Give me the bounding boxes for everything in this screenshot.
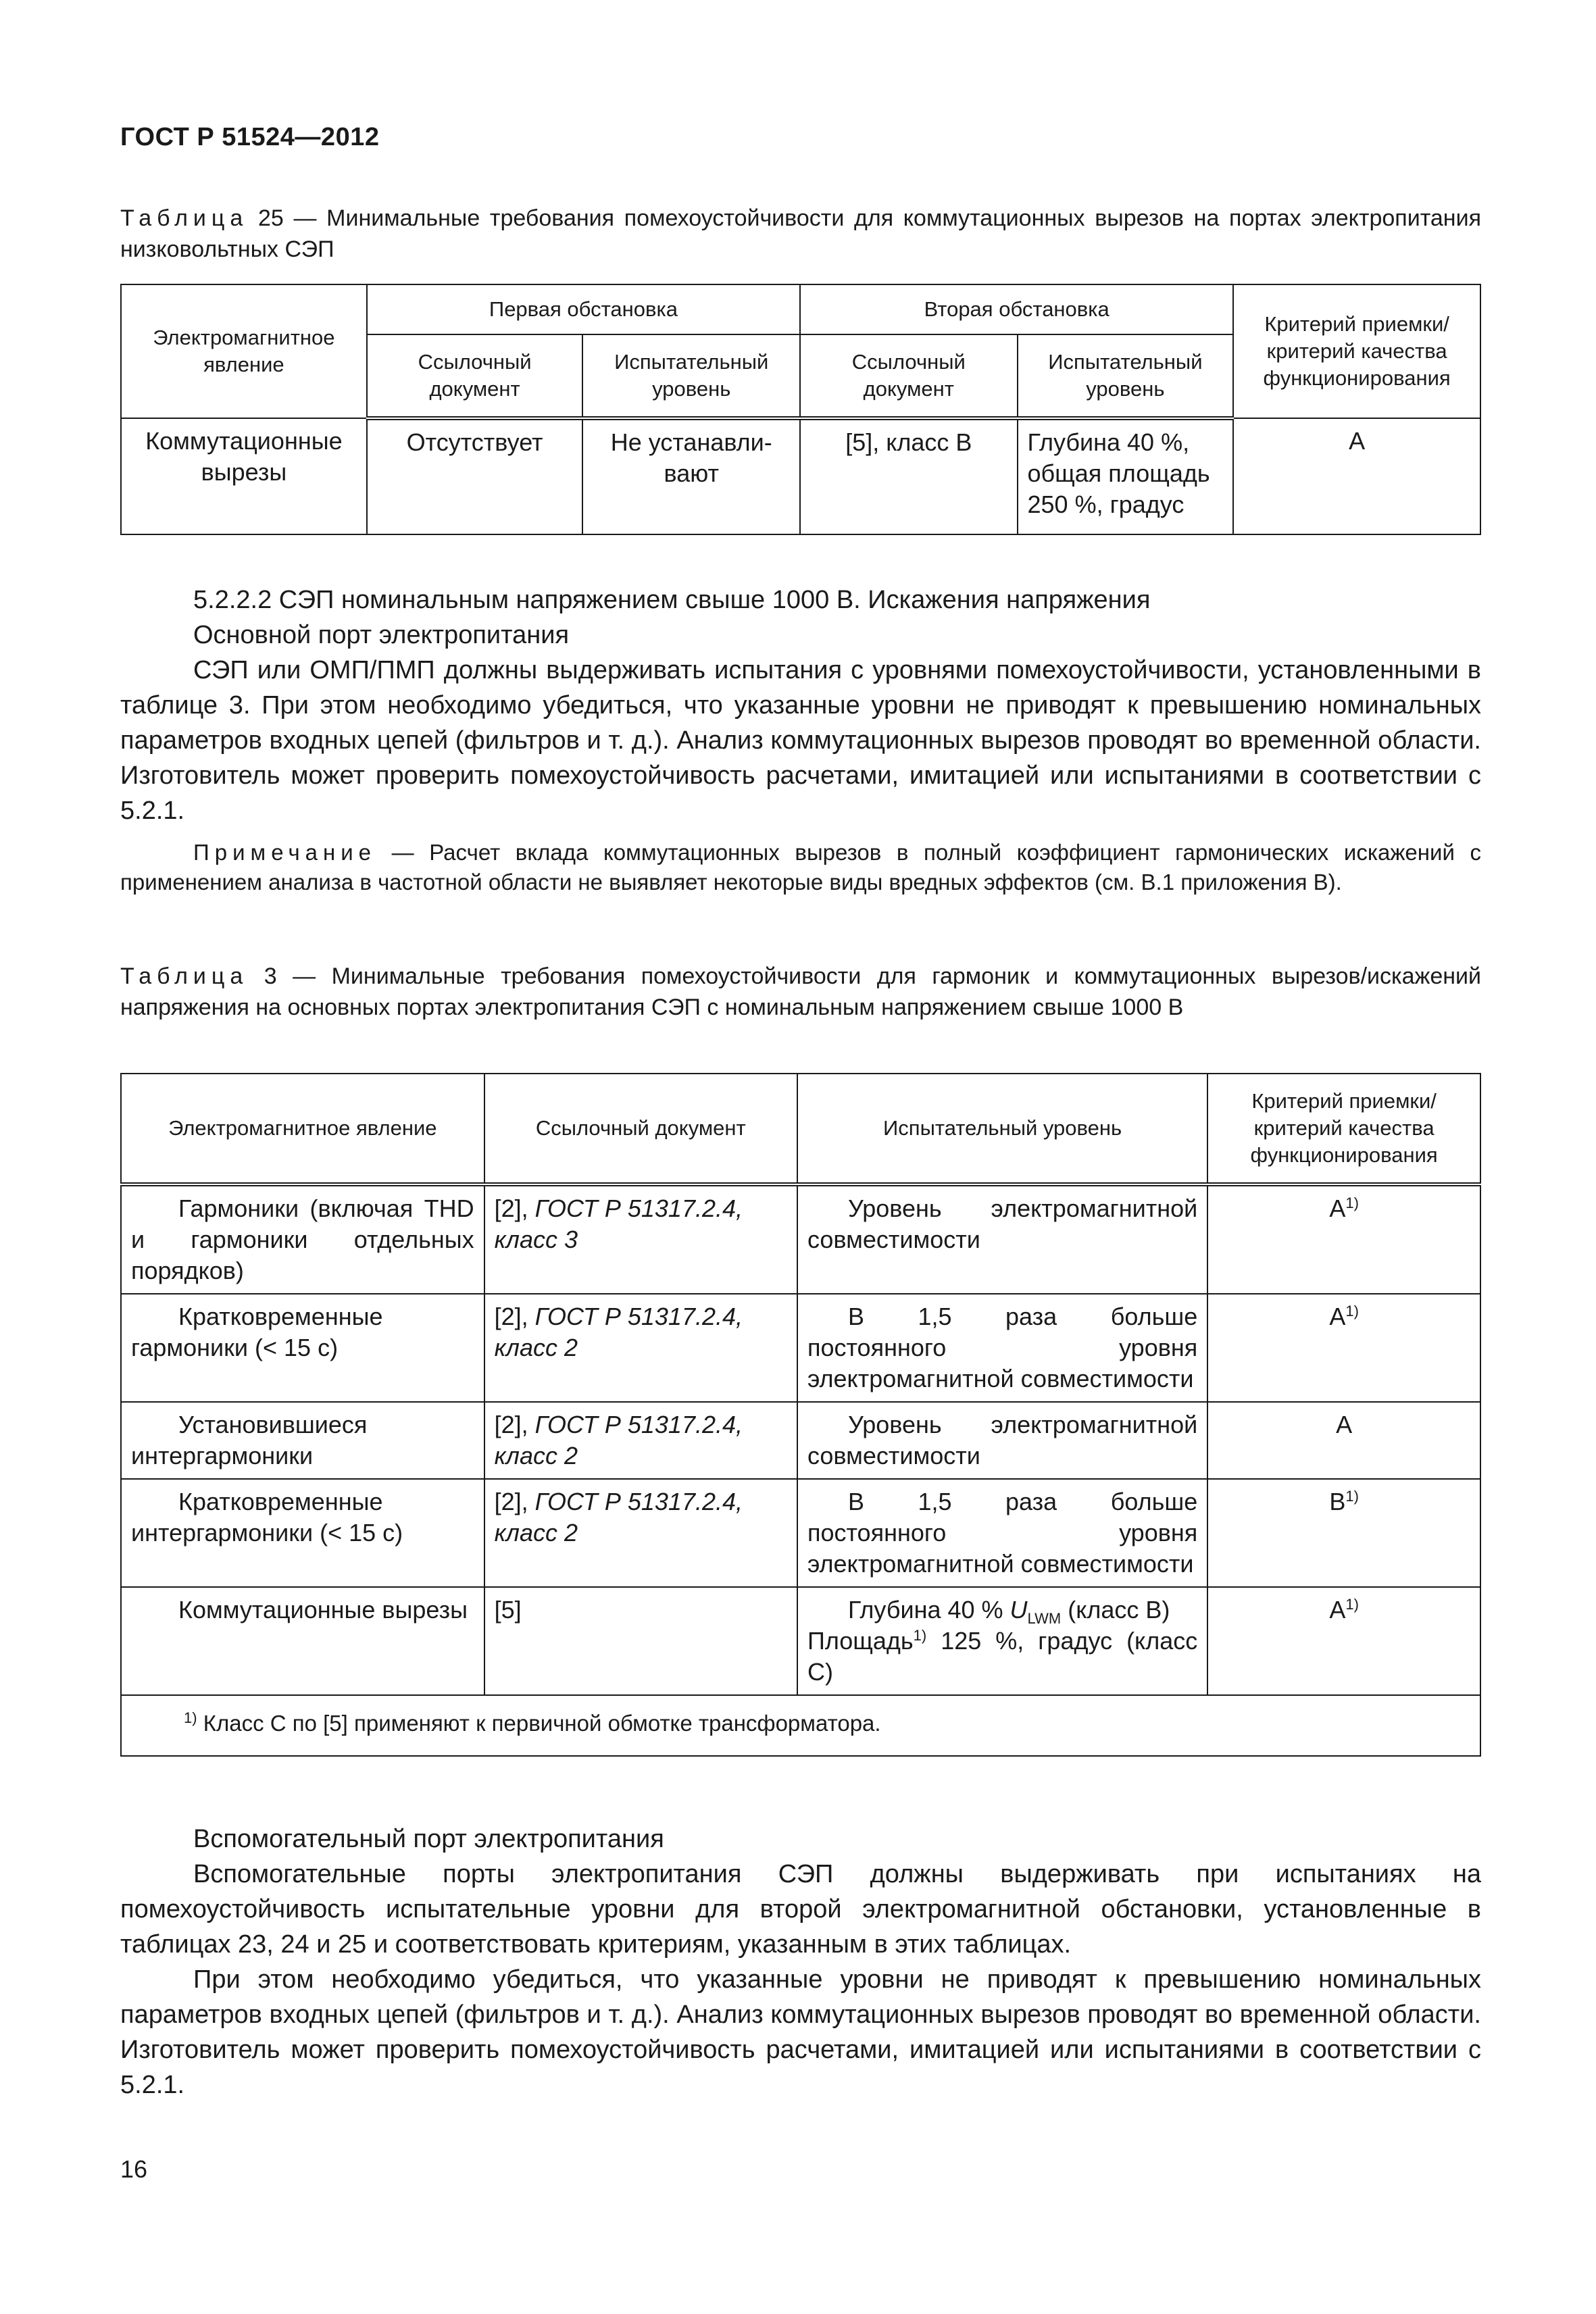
t3-cell-criterion [1207, 1479, 1480, 1587]
t3-cell-ref [484, 1184, 797, 1294]
footnote-ref: 1) [1345, 1488, 1359, 1505]
footnote-text: Класс С по [5] применяют к первичной обмотке трансформатора. [197, 1711, 881, 1736]
t3-cell-level [797, 1587, 1207, 1695]
table3-caption-label: Таблица [120, 963, 249, 989]
t25-cell-env1-level: Не устанавли-вают [582, 418, 800, 534]
t3-cell-criterion [1207, 1402, 1480, 1479]
t3-criterion-value: А [1329, 1303, 1346, 1330]
table-row [121, 1479, 1480, 1587]
t3-cell-phenomenon: Гармоники (включая THD и гармоники отдельных порядков) [121, 1184, 484, 1294]
t3-cell-ref [484, 1294, 797, 1402]
section-subheading: Основной порт электропитания [193, 621, 570, 649]
table-row [121, 1402, 1480, 1479]
t25-head-criterion: Критерий приемки/ критерий качества функционирования [1233, 284, 1480, 418]
table3-caption-text: 3 — Минимальные требования помехоустойчивости для гармоник и коммутационных вырезов/искажений напряжения на основных портах электропитания СЭП с номинальным напряжением свыше 1000 В [120, 963, 1481, 1020]
t3-cell-ref [484, 1402, 797, 1479]
t25-head-test-level-2: Испытательный уровень [1018, 334, 1234, 418]
aux-paragraph-1: Вспомогательные порты электропитания СЭП должны выдерживать при испытаниях на помехоустойчивость испытательные уровни для второй электромагнитной обстановки, установленные в таблицах 23, 24 и 25 и соответствовать критериям, указанным в этих таблицах. [120, 1860, 1481, 1959]
t3-level-class-c: 125 %, градус (класс С) [807, 1627, 1198, 1686]
t3-cell-phenomenon: Кратковременные интергармоники (< 15 с) [121, 1479, 484, 1587]
t3-cell-level: В 1,5 раза больше постоянного уровня электромагнитной совместимости [797, 1294, 1207, 1402]
document-code: ГОСТ Р 51524—2012 [120, 123, 380, 151]
t3-criterion-value: В [1329, 1488, 1346, 1515]
t3-ref-pre: [2], [494, 1194, 535, 1222]
t25-head-test-level-1: Испытательный уровень [582, 334, 800, 418]
note [120, 838, 1481, 897]
t25-head-ref-doc-2: Ссылочный документ [800, 334, 1017, 418]
t3-cell-ref: [5] [484, 1587, 797, 1695]
footnote-mark: 1) [184, 1709, 197, 1726]
t3-level-area: Площадь [807, 1627, 914, 1655]
t3-ref-pre: [2], [494, 1303, 535, 1330]
t3-level-subscript: LWM [1027, 1610, 1062, 1628]
t3-ref-pre: [2], [494, 1488, 535, 1515]
footnote-ref: 1) [913, 1627, 927, 1644]
footnote-ref: 1) [1345, 1596, 1359, 1613]
section-paragraph: СЭП или ОМП/ПМП должны выдерживать испытания с уровнями помехоустойчивости, установленными в таблице 3. При этом необходимо убедиться, что указанные уровни не приводят к превышению номинальных параметров входных цепей (фильтров и т. д.). Анализ коммутационных вырезов проводят во временной области. Изготовитель может проверить помехоустойчивость расчетами, имитацией или испытаниями в соответствии с 5.2.1. [120, 656, 1481, 825]
page-number: 16 [120, 2155, 148, 2183]
t3-criterion-value: А [1329, 1596, 1346, 1624]
table-row [121, 418, 1480, 534]
t3-cell-phenomenon: Коммутационные вырезы [121, 1587, 484, 1695]
t25-head-env1: Первая обстановка [367, 284, 800, 334]
table-25 [120, 284, 1481, 535]
t3-ref-standard: ГОСТ Р 51317.2.4, класс 2 [494, 1411, 743, 1469]
t3-ref-standard: ГОСТ Р 51317.2.4, класс 2 [494, 1303, 743, 1361]
table-row [121, 1294, 1480, 1402]
footnote-ref: 1) [1345, 1303, 1359, 1319]
t3-cell-criterion [1207, 1184, 1480, 1294]
t25-cell-env2-ref: [5], класс В [800, 418, 1017, 534]
t25-cell-env2-level: Глубина 40 %, общая площадь 250 %, градус [1018, 418, 1234, 534]
table25-caption-text: 25 — Минимальные требования помехоустойчивости для коммутационных вырезов на портах электропитания низковольтных СЭП [120, 205, 1481, 262]
t3-ref-standard: ГОСТ Р 51317.2.4, класс 2 [494, 1488, 743, 1546]
t3-cell-level: В 1,5 раза больше постоянного уровня электромагнитной совместимости [797, 1479, 1207, 1587]
t3-head-phenomenon: Электромагнитное явление [121, 1074, 484, 1184]
table-row [121, 1587, 1480, 1695]
t3-criterion-value: А [1329, 1194, 1346, 1222]
t25-head-phenomenon: Электромагнитное явление [121, 284, 367, 418]
t3-cell-criterion [1207, 1587, 1480, 1695]
table-footnote [121, 1695, 1480, 1756]
t3-ref-standard: ГОСТ Р 51317.2.4, класс 3 [494, 1194, 743, 1253]
t3-head-test-level: Испытательный уровень [797, 1074, 1207, 1184]
t3-cell-phenomenon: Кратковременные гармоники (< 15 с) [121, 1294, 484, 1402]
table25-caption [120, 203, 1481, 265]
t25-head-ref-doc-1: Ссылочный документ [367, 334, 583, 418]
table3-caption [120, 961, 1481, 1023]
table25-caption-label: Таблица [120, 205, 249, 231]
t3-cell-ref [484, 1479, 797, 1587]
t25-cell-criterion: А [1233, 418, 1480, 534]
aux-heading: Вспомогательный порт электропитания [193, 1825, 664, 1853]
t25-cell-env1-ref: Отсутствует [367, 418, 583, 534]
t3-level-class-b: (класс В) [1061, 1596, 1170, 1624]
t25-head-env2: Вторая обстановка [800, 284, 1233, 334]
table-3 [120, 1073, 1481, 1757]
t3-cell-level: Уровень электромагнитной совместимости [797, 1402, 1207, 1479]
t3-criterion-value: А [1336, 1411, 1353, 1438]
footnote-ref: 1) [1345, 1194, 1359, 1211]
t3-cell-level: Уровень электромагнитной совместимости [797, 1184, 1207, 1294]
table-footnote-row [121, 1695, 1480, 1756]
t3-cell-criterion [1207, 1294, 1480, 1402]
aux-paragraph-2: При этом необходимо убедиться, что указанные уровни не приводят к превышению номинальных параметров входных цепей (фильтров и т. д.). Анализ коммутационных вырезов проводят во временной области. Изготовитель может проверить помехоустойчивость расчетами, имитацией или испытаниями в соответствии с 5.2.1. [120, 1965, 1481, 2099]
table-row [121, 1184, 1480, 1294]
section-heading: 5.2.2.2 СЭП номинальным напряжением свыше 1000 В. Искажения напряжения [193, 586, 1151, 614]
t3-ref-pre: [2], [494, 1411, 535, 1438]
t3-level-depth: Глубина 40 % [847, 1596, 1010, 1624]
t25-cell-phenomenon: Коммутационные вырезы [121, 418, 367, 534]
t3-level-symbol: U [1009, 1596, 1028, 1624]
t3-head-criterion: Критерий приемки/ критерий качества функционирования [1207, 1074, 1480, 1184]
note-text: — Расчет вклада коммутационных вырезов в полный коэффициент гармонических искажений с применением анализа в частотной области не выявляет некоторые виды вредных эффектов (см. В.1 приложения В). [120, 840, 1481, 895]
note-label: Примечание [193, 840, 377, 865]
t3-cell-phenomenon: Установившиеся интергармоники [121, 1402, 484, 1479]
t3-head-ref-doc: Ссылочный документ [484, 1074, 797, 1184]
